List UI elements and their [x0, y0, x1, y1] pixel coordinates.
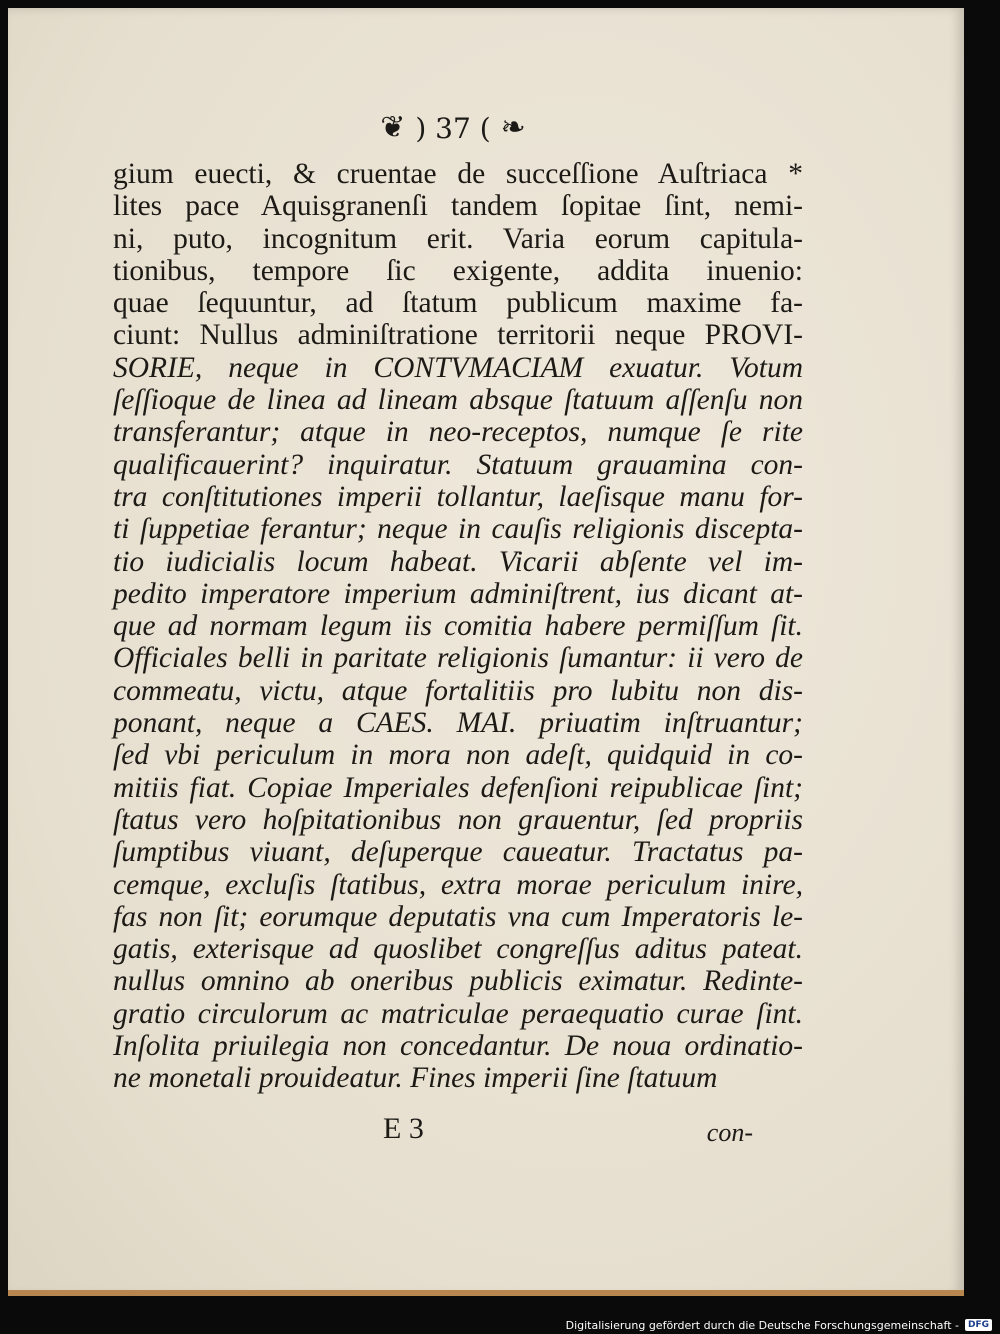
text-line: quae ſequuntur, ad ſtatum publicum maxime fa- — [113, 287, 803, 320]
text-line: ni, puto, incognitum erit. Varia eorum capitula- — [113, 222, 803, 255]
catchword: con- — [706, 1118, 753, 1147]
text-line: SORIE, neque in CONTVMACIAM exuatur. Votum — [113, 351, 803, 384]
text-line: gratio circulorum ac matriculae peraequatio curae ſint. — [113, 997, 803, 1030]
text-line: commeatu, victu, atque fortalitiis pro lubitu non dis- — [113, 674, 803, 707]
right-ornament-icon: ❧ — [500, 110, 526, 145]
text-line: gatis, exterisque ad quoslibet congreſſus aditus pateat. — [113, 933, 803, 966]
text-line: ſed vbi periculum in mora non adeſt, quidquid in co- — [113, 739, 803, 772]
page-footer — [113, 1112, 753, 1152]
book-page — [8, 8, 964, 1296]
digitization-credit — [0, 1316, 992, 1334]
page-header — [358, 108, 548, 148]
text-line: tra conſtitutiones imperii tollantur, laeſisque manu for- — [113, 480, 803, 513]
text-line: cemque, excluſis ſtatibus, extra morae periculum inire, — [113, 868, 803, 901]
text-line: ti ſuppetiae ferantur; neque in cauſis religionis discepta- — [113, 513, 803, 546]
body-text — [113, 158, 803, 1095]
text-line: ponant, neque a CAES. MAI. priuatim inſtruantur; — [113, 707, 803, 740]
credit-text: Digitalisierung gefördert durch die Deutsche Forschungsgemeinschaft - — [565, 1318, 959, 1332]
text-line: ciunt: Nullus adminiſtratione territorii neque PROVI- — [113, 319, 803, 352]
text-line: ſumptibus viuant, deſuperque caueatur. Tractatus pa- — [113, 836, 803, 869]
text-line: ne monetali prouideatur. Fines imperii ſine ſtatuum — [113, 1062, 718, 1095]
text-line: nullus omnino ab oneribus publicis eximatur. Redinte- — [113, 965, 803, 998]
text-line: tionibus, tempore ſic exigente, addita inuenio: — [113, 254, 803, 287]
text-line: Inſolita priuilegia non concedantur. De noua ordinatio- — [113, 1030, 803, 1063]
text-line: tio iudicialis locum habeat. Vicarii abſente vel im- — [113, 545, 803, 578]
text-line: mitiis fiat. Copiae Imperiales defenſioni reipublicae ſint; — [113, 771, 803, 804]
text-line: ſeſſioque de linea ad lineam absque ſtatuum aſſenſu non — [113, 384, 803, 417]
dfg-logo: DFG — [965, 1319, 992, 1331]
signature-mark: E 3 — [383, 1112, 424, 1145]
text-line: lites pace Aquisgranenſi tandem ſopitae ſint, nemi- — [113, 190, 803, 223]
text-line: fas non ſit; eorumque deputatis vna cum Imperatoris le- — [113, 900, 803, 933]
page-number: ) 37 ( — [415, 111, 491, 145]
text-line: que ad normam legum iis comitia habere permiſſum ſit. — [113, 610, 803, 643]
text-line: qualificauerint? inquiratur. Statuum grauamina con- — [113, 448, 803, 481]
text-line: pedito imperatore imperium adminiſtrent, ius dicant at- — [113, 577, 803, 610]
text-line: transferantur; atque in neo-receptos, numque ſe rite — [113, 416, 803, 449]
text-line: ſtatus vero hoſpitationibus non grauentur, ſed propriis — [113, 803, 803, 836]
left-ornament-icon: ❦ — [380, 110, 406, 145]
text-line: gium euecti, & cruentae de succeſſione Auſtriaca * — [113, 158, 803, 190]
text-line: Officiales belli in paritate religionis ſumantur: ii vero de — [113, 642, 803, 675]
